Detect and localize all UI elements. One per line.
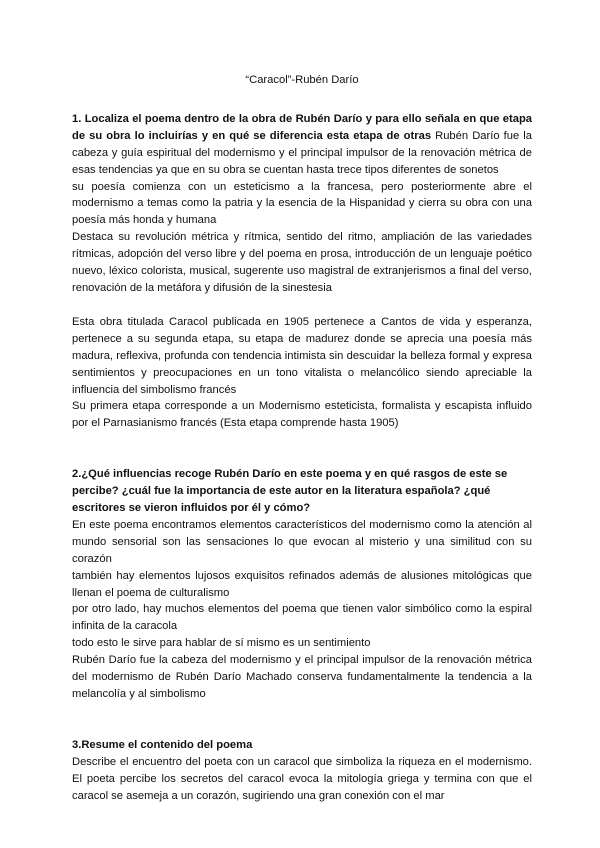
answer-1-paragraph: su poesía comienza con un esteticismo a la francesa, pero posteriormente abre el modernismo a temas como la patria y la esencia de la Hispanidad y cierra su obra con una poesía más honda y humana: [72, 180, 532, 227]
section-2: [72, 466, 532, 703]
section-1: [72, 111, 532, 432]
answer-2-paragraph: Rubén Darío fue la cabeza del modernismo y el principal impulsor de la renovación métrica del modernismo de Rubén Darío Machado conserva fundamentalmente la tendencia a la melancolía y al simbolismo: [72, 654, 532, 700]
answer-2-paragraph: por otro lado, hay muchos elementos del poema que tienen valor simbólico como la espiral infinita de la caracola: [72, 603, 532, 633]
section-1-intro: [72, 111, 532, 179]
answer-1-paragraph: Esta obra titulada Caracol publicada en 1905 pertenece a Cantos de vida y esperanza, pertenece a su segunda etapa, su etapa de madurez donde se aprecia una poesía más madura, reflexiva, profunda con tendencia intimista sin descuidar la belleza formal y expresa sentimientos y preocupaciones en un tono vitalista o melancólico siendo apreciable la influencia del simbolismo francés: [72, 315, 532, 396]
answer-1-paragraph: Destaca su revolución métrica y rítmica, sentido del ritmo, ampliación de las variedades rítmicas, adopción del verso libre y del poema en prosa, introducción de un lenguaje poético nuevo, léxico colorista, musical, sugerente uso magistral de extranjerismos a final del verso, renovación de la metáfora y difusión de la sinestesia: [72, 231, 532, 294]
question-2: 2.¿Qué influencias recoge Rubén Darío en este poema y en qué rasgos de este se percibe? ¿cuál fue la importancia de este autor en la literatura española? ¿qué escritores se vieron influidos por él y cómo?: [72, 468, 508, 515]
answer-1-lead: Rubén Darío fue la cabeza y guía espiritual del modernismo y el principal impulsor de la renovación métrica de esas tendencias ya que en su obra se cuentan hasta trece tipos diferentes de sonetos: [72, 129, 532, 176]
question-1: 1. Localiza el poema dentro de la obra de Rubén Darío y para ello señala en que etapa de su obra lo incluirías y en qué se diferencia esta etapa de otras: [72, 112, 532, 142]
answer-2-paragraph: En este poema encontramos elementos característicos del modernismo como la atención al mundo sensorial son las sensaciones lo que evocan al misterio y una similitud con su corazón: [72, 518, 532, 565]
answer-2-paragraph: también hay elementos lujosos exquisitos refinados además de alusiones mitológicas que llenan el poema de culturalismo: [72, 569, 532, 599]
answer-2-paragraph: todo esto le sirve para hablar de sí mismo es un sentimiento: [72, 637, 371, 650]
answer-1-paragraph: Su primera etapa corresponde a un Modernismo esteticista, formalista y escapista influido por el Parnasianismo francés (Esta etapa comprende hasta 1905): [72, 400, 532, 430]
question-3: 3.Resume el contenido del poema: [72, 738, 253, 751]
section-3: [72, 737, 532, 805]
document-title: “Caracol”-Rubén Darío: [245, 74, 359, 86]
answer-3-paragraph: Describe el encuentro del poeta con un caracol que simboliza la riqueza en el modernismo. El poeta percibe los secretos del caracol evoca la mitología griega y termina con que el caracol se asemeja a un corazón, sugiriendo una gran conexión con el mar: [72, 755, 532, 802]
